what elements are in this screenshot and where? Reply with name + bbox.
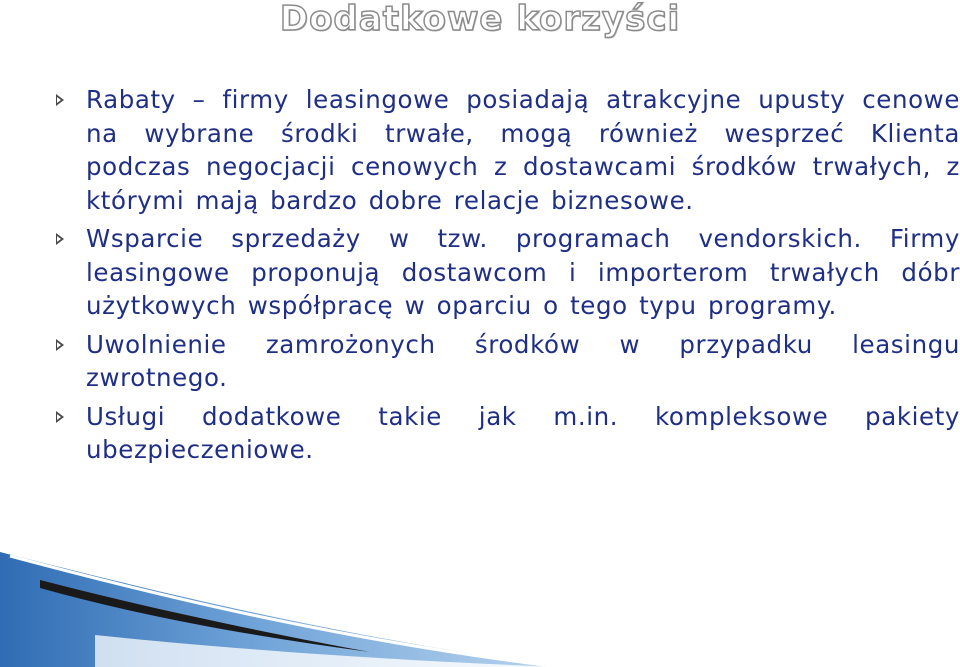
triangle-bullet-icon [56, 339, 64, 351]
bullet-item [50, 222, 960, 323]
bullet-item [50, 83, 960, 217]
decorative-swoosh [0, 540, 960, 667]
bullet-text: Usługi dodatkowe takie jak m.in. kompleksowe pakiety ubezpieczeniowe. [86, 401, 960, 464]
bullet-item [50, 400, 960, 467]
bullet-list [50, 83, 960, 472]
bullet-item [50, 328, 960, 395]
bullet-text: Wsparcie sprzedaży w tzw. programach vendorskich. Firmy leasingowe proponują dostawcom i importerom trwałych dóbr użytkowych współpracę w oparciu o tego typu programy. [86, 224, 960, 320]
bullet-text: Rabaty – firmy leasingowe posiadają atrakcyjne upusty cenowe na wybrane środki trwałe, mogą również wesprzeć Klienta podczas negocjacji cenowych z dostawcami środków trwałych, z którymi mają bardzo dobre relacje biznesowe. [86, 85, 960, 215]
triangle-bullet-icon [56, 94, 64, 106]
slide-title: Dodatkowe korzyści [279, 0, 681, 39]
bullet-text: Uwolnienie zamrożonych środków w przypadku leasingu zwrotnego. [86, 329, 960, 392]
swoosh-blue-band [0, 552, 560, 667]
triangle-bullet-icon [56, 233, 64, 245]
triangle-bullet-icon [56, 411, 64, 423]
